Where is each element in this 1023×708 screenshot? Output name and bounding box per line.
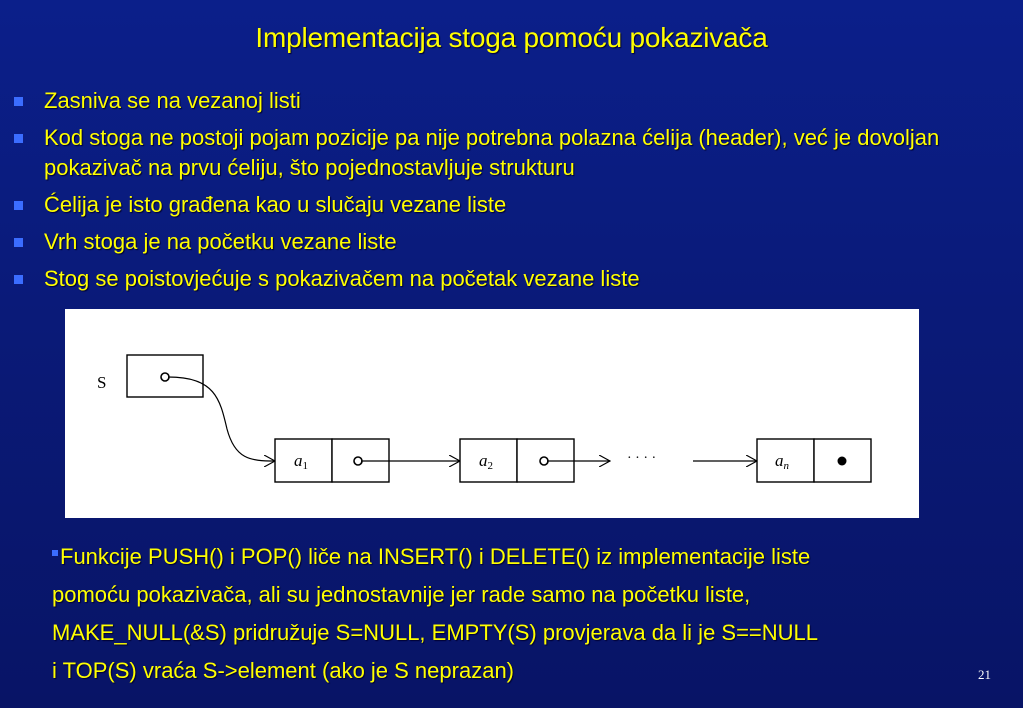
pointer-label: S <box>97 373 107 392</box>
bullet-item <box>8 264 998 294</box>
diagram-svg <box>65 309 919 518</box>
page-number: 21 <box>978 667 991 682</box>
bullet-text: Zasniva se na vezanoj listi <box>44 88 301 113</box>
slide-title: Implementacija stoga pomoću pokazivača <box>255 22 768 53</box>
bullet-item <box>8 123 998 183</box>
paragraph-line: MAKE_NULL(&S) pridružuje S=NULL, EMPTY(S) provjerava da li je S==NULL <box>52 620 819 645</box>
square-bullet-icon <box>14 97 23 106</box>
bullet-item <box>8 86 998 116</box>
pointer-box <box>127 355 203 397</box>
description-paragraph <box>52 538 992 690</box>
cell-element-label: a1 <box>294 451 308 472</box>
cell-element-label: an <box>775 451 789 472</box>
paragraph-line: Funkcije PUSH() i POP() liče na INSERT() i DELETE() iz implementacije liste <box>52 538 992 576</box>
bullet-text: Stog se poistovjećuje s pokazivačem na početak vezane liste <box>44 266 640 291</box>
square-bullet-icon <box>14 201 23 210</box>
linked-stack-diagram <box>65 309 919 518</box>
ellipsis: · · · · <box>627 451 657 466</box>
cell-an <box>757 439 871 482</box>
null-pointer-dot-icon <box>838 457 847 466</box>
cell-element-label: a2 <box>479 451 493 472</box>
square-bullet-icon <box>14 275 23 284</box>
bullet-item <box>8 190 998 220</box>
square-bullet-icon <box>52 550 58 556</box>
bullet-list <box>8 86 998 301</box>
square-bullet-icon <box>14 134 23 143</box>
square-bullet-icon <box>14 238 23 247</box>
bullet-text: Kod stoga ne postoji pojam pozicije pa nije potrebna polazna ćelija (header), već je dovoljan pokazivač na prvu ćeliju, što pojednostavljuje strukturu <box>44 125 940 180</box>
bullet-item <box>8 227 998 257</box>
bullet-text: Vrh stoga je na početku vezane liste <box>44 229 397 254</box>
paragraph-line: pomoću pokazivača, ali su jednostavnije jer rade samo na početku liste, <box>52 582 751 607</box>
paragraph-line: i TOP(S) vraća S->element (ako je S neprazan) <box>52 658 514 683</box>
bullet-text: Ćelija je isto građena kao u slučaju vezane liste <box>44 192 507 217</box>
